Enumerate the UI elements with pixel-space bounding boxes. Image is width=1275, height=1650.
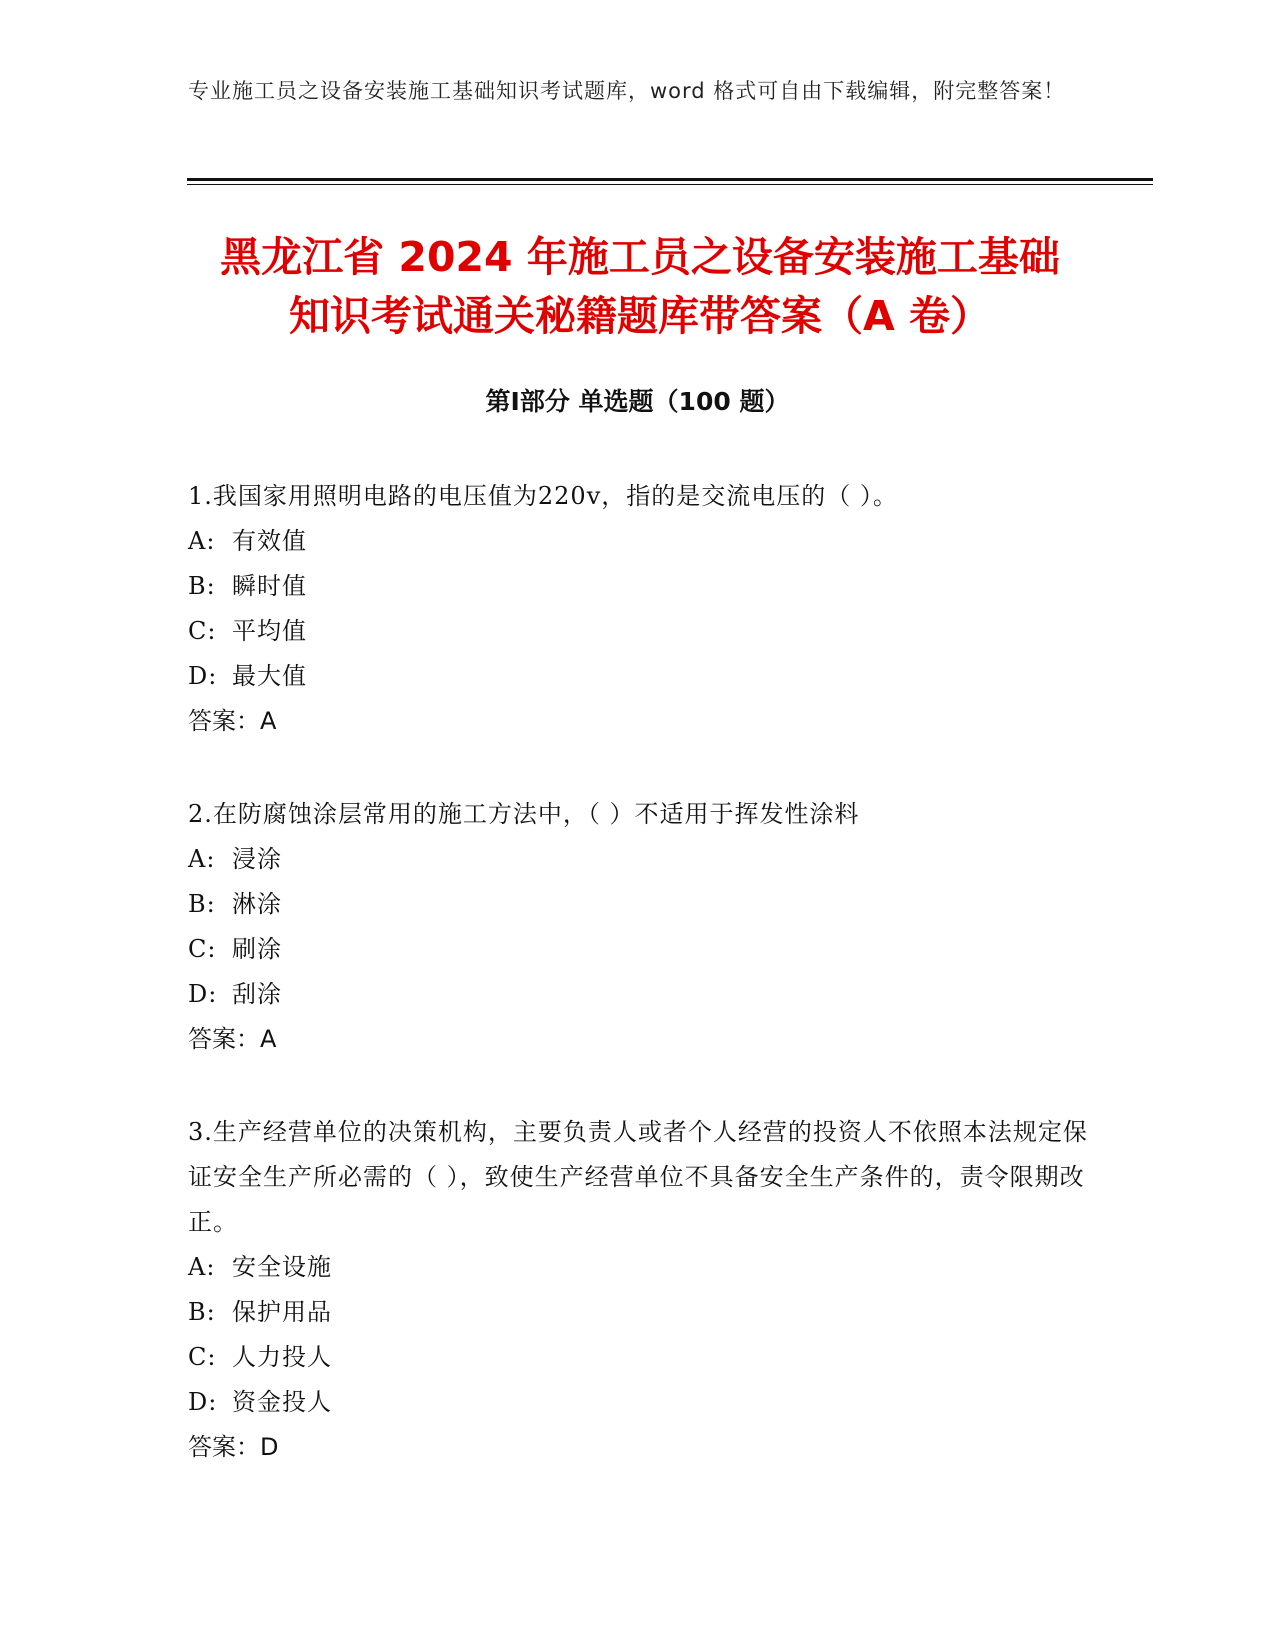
option-d bbox=[188, 1380, 1088, 1425]
question-1 bbox=[188, 474, 1088, 744]
question-2 bbox=[188, 792, 1088, 1062]
option-key: D: bbox=[188, 1388, 218, 1416]
question-stem: 2.在防腐蚀涂层常用的施工方法中，（ ）不适用于挥发性涂料 bbox=[188, 800, 860, 828]
option-text: 浸涂 bbox=[232, 845, 282, 873]
option-text: 保护用品 bbox=[232, 1298, 332, 1326]
option-text: 资金投人 bbox=[232, 1388, 332, 1416]
option-a bbox=[188, 519, 1088, 564]
document-title-line-2: 知识考试通关秘籍题库带答案（A 卷） bbox=[288, 292, 991, 340]
question-stem: 1.我国家用照明电路的电压值为220v，指的是交流电压的（ ）。 bbox=[188, 482, 898, 510]
option-b bbox=[188, 564, 1088, 609]
document-title bbox=[170, 228, 1110, 346]
option-key: C: bbox=[188, 1343, 217, 1371]
option-key: B: bbox=[188, 1298, 216, 1326]
option-b bbox=[188, 882, 1088, 927]
question-stem: 3.生产经营单位的决策机构，主要负责人或者个人经营的投资人不依照本法规定保证安全生产所必需的（ ），致使生产经营单位不具备安全生产条件的，责令限期改正。 bbox=[188, 1118, 1088, 1236]
section-title: 第Ⅰ部分 单选题（100 题） bbox=[485, 387, 790, 416]
document-title-line-1: 黑龙江省 2024 年施工员之设备安装施工基础 bbox=[220, 233, 1060, 281]
option-c bbox=[188, 927, 1088, 972]
option-key: B: bbox=[188, 890, 216, 918]
answer: 答案：A bbox=[188, 707, 277, 735]
option-text: 淋涂 bbox=[232, 890, 282, 918]
option-key: A: bbox=[188, 1253, 216, 1281]
option-text: 刮涂 bbox=[232, 980, 282, 1008]
answer: 答案：D bbox=[188, 1433, 279, 1461]
option-d bbox=[188, 972, 1088, 1017]
option-text: 有效值 bbox=[232, 527, 307, 555]
option-c bbox=[188, 1335, 1088, 1380]
option-c bbox=[188, 609, 1088, 654]
header-divider-thick bbox=[187, 178, 1153, 181]
option-text: 人力投人 bbox=[232, 1343, 332, 1371]
option-key: A: bbox=[188, 527, 216, 555]
option-d bbox=[188, 654, 1088, 699]
option-text: 瞬时值 bbox=[232, 572, 307, 600]
option-text: 平均值 bbox=[232, 617, 307, 645]
option-a bbox=[188, 837, 1088, 882]
header-divider-thin bbox=[187, 184, 1153, 185]
question-3 bbox=[188, 1110, 1088, 1470]
option-text: 刷涂 bbox=[232, 935, 282, 963]
option-b bbox=[188, 1290, 1088, 1335]
option-text: 最大值 bbox=[232, 662, 307, 690]
answer: 答案：A bbox=[188, 1025, 277, 1053]
option-key: D: bbox=[188, 662, 218, 690]
option-a bbox=[188, 1245, 1088, 1290]
header-note: 专业施工员之设备安装施工基础知识考试题库，word 格式可自由下载编辑，附完整答案！ bbox=[188, 79, 1066, 103]
option-key: B: bbox=[188, 572, 216, 600]
option-key: A: bbox=[188, 845, 216, 873]
option-key: C: bbox=[188, 617, 217, 645]
option-key: D: bbox=[188, 980, 218, 1008]
option-key: C: bbox=[188, 935, 217, 963]
option-text: 安全设施 bbox=[232, 1253, 332, 1281]
